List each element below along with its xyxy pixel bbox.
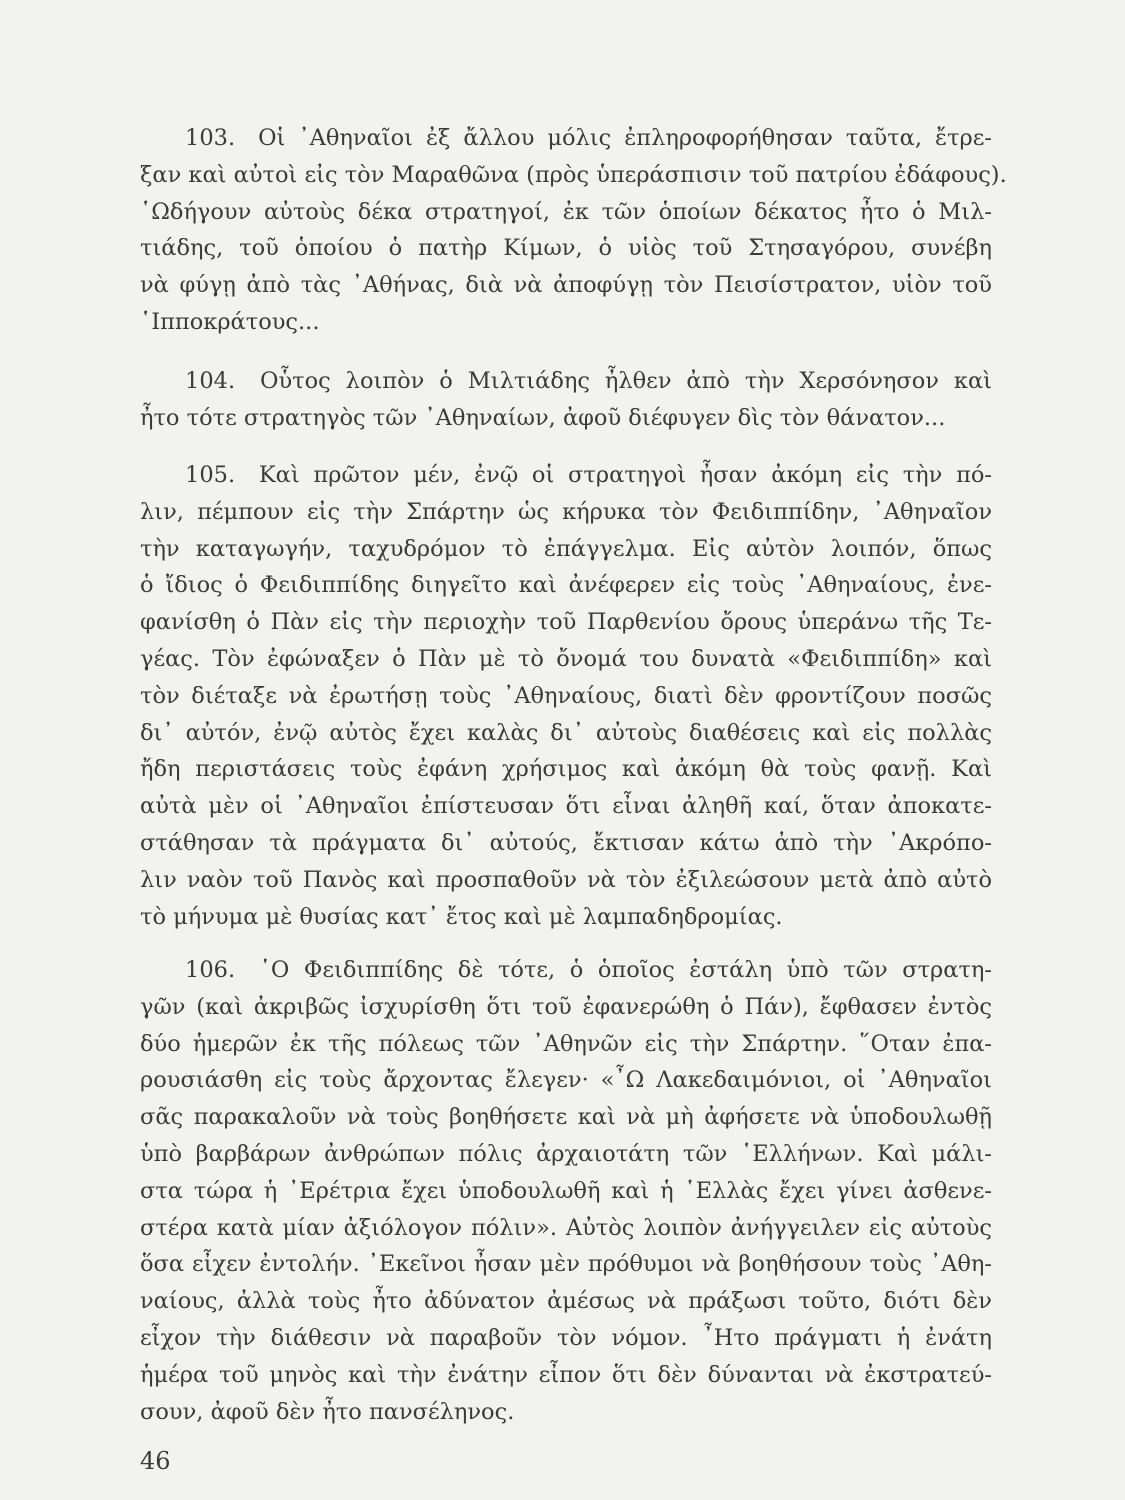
paragraph-number: 104. — [185, 368, 251, 394]
text-line — [140, 267, 992, 304]
line-text: δύο ἡμερῶν ἐκ τῆς πόλεως τῶν ᾿Αθηνῶν εἰς τὴν Σπάρτην. ῞Οταν ἐπα- — [140, 1030, 992, 1057]
text-line — [140, 1099, 992, 1136]
text-line — [140, 1173, 992, 1210]
text-line — [140, 120, 992, 157]
text-line — [140, 678, 992, 715]
text-line — [140, 304, 992, 341]
line-text: ὑπὸ βαρβάρων ἀνθρώπων πόλις ἀρχαιοτάτη τῶν ῾Ελλήνων. Καὶ μάλι- — [140, 1140, 992, 1167]
text-line — [140, 751, 992, 788]
line-text: ὁ ἴδιος ὁ Φειδιππίδης διηγεῖτο καὶ ἀνέφερεν εἰς τοὺς ᾿Αθηναίους, ἐνε- — [140, 572, 992, 599]
text-line — [140, 641, 992, 678]
text-line — [140, 1246, 992, 1283]
paragraph-number: 105. — [185, 462, 249, 488]
text-line — [140, 1136, 992, 1173]
paragraph-104 — [140, 363, 992, 437]
text-line — [140, 1210, 992, 1247]
line-text: τὸν διέταξε νὰ ἐρωτήσῃ τοὺς ᾿Αθηναίους, διατὶ δὲν φροντίζουν ποσῶς — [140, 682, 992, 709]
line-text: ἦτο τότε στρατηγὸς τῶν ᾿Αθηναίων, ἀφοῦ διέφυγεν δὶς τὸν θάνατον... — [140, 404, 946, 431]
text-line — [140, 1283, 992, 1320]
line-text: ὅσα εἶχεν ἐντολήν. ᾿Εκεῖνοι ἦσαν μὲν πρόθυμοι νὰ βοηθήσουν τοὺς ᾿Αθη- — [140, 1251, 992, 1278]
line-text: τὴν καταγωγήν, ταχυδρόμον τὸ ἐπάγγελμα. Εἰς αὐτὸν λοιπόν, ὅπως — [140, 535, 992, 562]
text-line — [140, 952, 992, 989]
text-line — [140, 899, 992, 936]
text-line — [140, 715, 992, 752]
text-line — [140, 494, 992, 531]
text-line — [140, 862, 992, 899]
text-line — [140, 1062, 992, 1099]
text-line — [140, 567, 992, 604]
line-text: ῾Ιπποκράτους... — [140, 308, 320, 335]
text-line — [140, 230, 992, 267]
paragraph-106 — [140, 952, 992, 1430]
paragraph-number: 106. — [185, 957, 250, 983]
line-text: αὐτὰ μὲν οἱ ᾿Αθηναῖοι ἐπίστευσαν ὅτι εἶναι ἀληθῆ καί, ὅταν ἀποκατε- — [140, 793, 992, 820]
line-text: ἡμέρα τοῦ μηνὸς καὶ τὴν ἐνάτην εἶπον ὅτι δὲν δύνανται νὰ ἐκστρατεύ- — [140, 1361, 992, 1388]
text-line — [140, 194, 992, 231]
line-text: τὸ μήνυμα μὲ θυσίας κατ᾿ ἔτος καὶ μὲ λαμπαδηδρομίας. — [140, 903, 783, 930]
line-text: ναίους, ἀλλὰ τοὺς ἦτο ἀδύνατον ἀμέσως νὰ πράξωσι τοῦτο, διότι δὲν — [140, 1288, 992, 1315]
line-text: γῶν (καὶ ἀκριβῶς ἰσχυρίσθη ὅτι τοῦ ἐφανερώθη ὁ Πάν), ἔφθασεν ἐντὸς — [140, 993, 992, 1020]
line-text: ἤδη περιστάσεις τοὺς ἐφάνη χρήσιμος καὶ ἀκόμη θὰ τοὺς φανῇ. Καὶ — [140, 756, 992, 783]
text-line — [140, 989, 992, 1026]
text-line — [140, 363, 992, 400]
line-text: σᾶς παρακαλοῦν νὰ τοὺς βοηθήσετε καὶ νὰ μὴ ἀφήσετε νὰ ὑποδουλωθῇ — [140, 1104, 992, 1131]
text-line — [140, 788, 992, 825]
line-text: δι᾿ αὐτόν, ἐνῷ αὐτὸς ἔχει καλὰς δι᾿ αὐτοὺς διαθέσεις καὶ εἰς πολλὰς — [140, 719, 992, 746]
paragraph-105 — [140, 457, 992, 935]
line-text: σουν, ἀφοῦ δὲν ἦτο πανσέληνος. — [140, 1398, 515, 1425]
line-text: λιν, πέμπουν εἰς τὴν Σπάρτην ὡς κήρυκα τὸν Φειδιππίδην, ᾿Αθηναῖον — [140, 498, 992, 525]
text-line — [140, 1394, 992, 1431]
line-text: λιν ναὸν τοῦ Πανὸς καὶ προσπαθοῦν νὰ τὸν ἐξιλεώσουν μετὰ ἀπὸ αὐτὸ — [140, 866, 992, 893]
line-text: ξαν καὶ αὐτοὶ εἰς τὸν Μαραθῶνα (πρὸς ὑπεράσπισιν τοῦ πατρίου ἐδάφους). — [140, 161, 1007, 188]
line-text: ῾Ωδήγουν αὐτοὺς δέκα στρατηγοί, ἐκ τῶν ὁποίων δέκατος ἦτο ὁ Μιλ- — [140, 198, 992, 225]
line-text: ρουσιάσθη εἰς τοὺς ἄρχοντας ἔλεγεν· «῏Ω Λακεδαιμόνιοι, οἱ ᾿Αθηναῖοι — [140, 1067, 992, 1094]
line-text: στάθησαν τὰ πράγματα δι᾿ αὐτούς, ἔκτισαν κάτω ἀπὸ τὴν ᾿Ακρόπο- — [140, 829, 992, 856]
line-text: γέας. Τὸν ἐφώναξεν ὁ Πὰν μὲ τὸ ὄνομά του δυνατὰ «Φειδιππίδη» καὶ — [140, 645, 992, 672]
text-line — [140, 400, 992, 437]
line-text: Οἱ ᾿Αθηναῖοι ἐξ ἄλλου μόλις ἐπληροφορήθησαν ταῦτα, ἔτρε- — [258, 125, 992, 151]
text-line — [140, 531, 992, 568]
text-line — [140, 604, 992, 641]
line-text: εἶχον τὴν διάθεσιν νὰ παραβοῦν τὸν νόμον. ῏Ητο πράγματι ἡ ἐνάτη — [140, 1324, 992, 1351]
line-text: Οὗτος λοιπὸν ὁ Μιλτιάδης ἦλθεν ἀπὸ τὴν Χερσόνησον καὶ — [260, 368, 992, 394]
text-line — [140, 1357, 992, 1394]
line-text: στα τώρα ἡ ᾿Ερέτρια ἔχει ὑποδουλωθῆ καὶ ἡ ῾Ελλὰς ἔχει γίνει ἀσθενε- — [140, 1177, 992, 1204]
text-line — [140, 457, 992, 494]
line-text: φανίσθη ὁ Πὰν εἰς τὴν περιοχὴν τοῦ Παρθενίου ὄρους ὑπεράνω τῆς Τε- — [140, 609, 992, 636]
text-line — [140, 157, 1007, 194]
page-number: 46 — [140, 1447, 171, 1475]
text-line — [140, 1320, 992, 1357]
paragraph-number: 103. — [185, 125, 249, 151]
line-text: Καὶ πρῶτον μέν, ἐνῷ οἱ στρατηγοὶ ἦσαν ἀκόμη εἰς τὴν πό- — [258, 462, 993, 488]
line-text: ῾Ο Φειδιππίδης δὲ τότε, ὁ ὁποῖος ἐστάλη ὑπὸ τῶν στρατη- — [259, 957, 992, 983]
paragraph-103 — [140, 120, 1007, 341]
text-line — [140, 1026, 992, 1063]
text-line — [140, 825, 992, 862]
line-text: στέρα κατὰ μίαν ἀξιόλογον πόλιν». Αὐτὸς λοιπὸν ἀνήγγειλεν εἰς αὐτοὺς — [140, 1214, 992, 1241]
line-text: νὰ φύγῃ ἀπὸ τὰς ᾿Αθήνας, διὰ νὰ ἀποφύγῃ τὸν Πεισίστρατον, υἱὸν τοῦ — [140, 272, 992, 299]
line-text: τιάδης, τοῦ ὁποίου ὁ πατὴρ Κίμων, ὁ υἱὸς τοῦ Στησαγόρου, συνέβη — [140, 235, 992, 262]
